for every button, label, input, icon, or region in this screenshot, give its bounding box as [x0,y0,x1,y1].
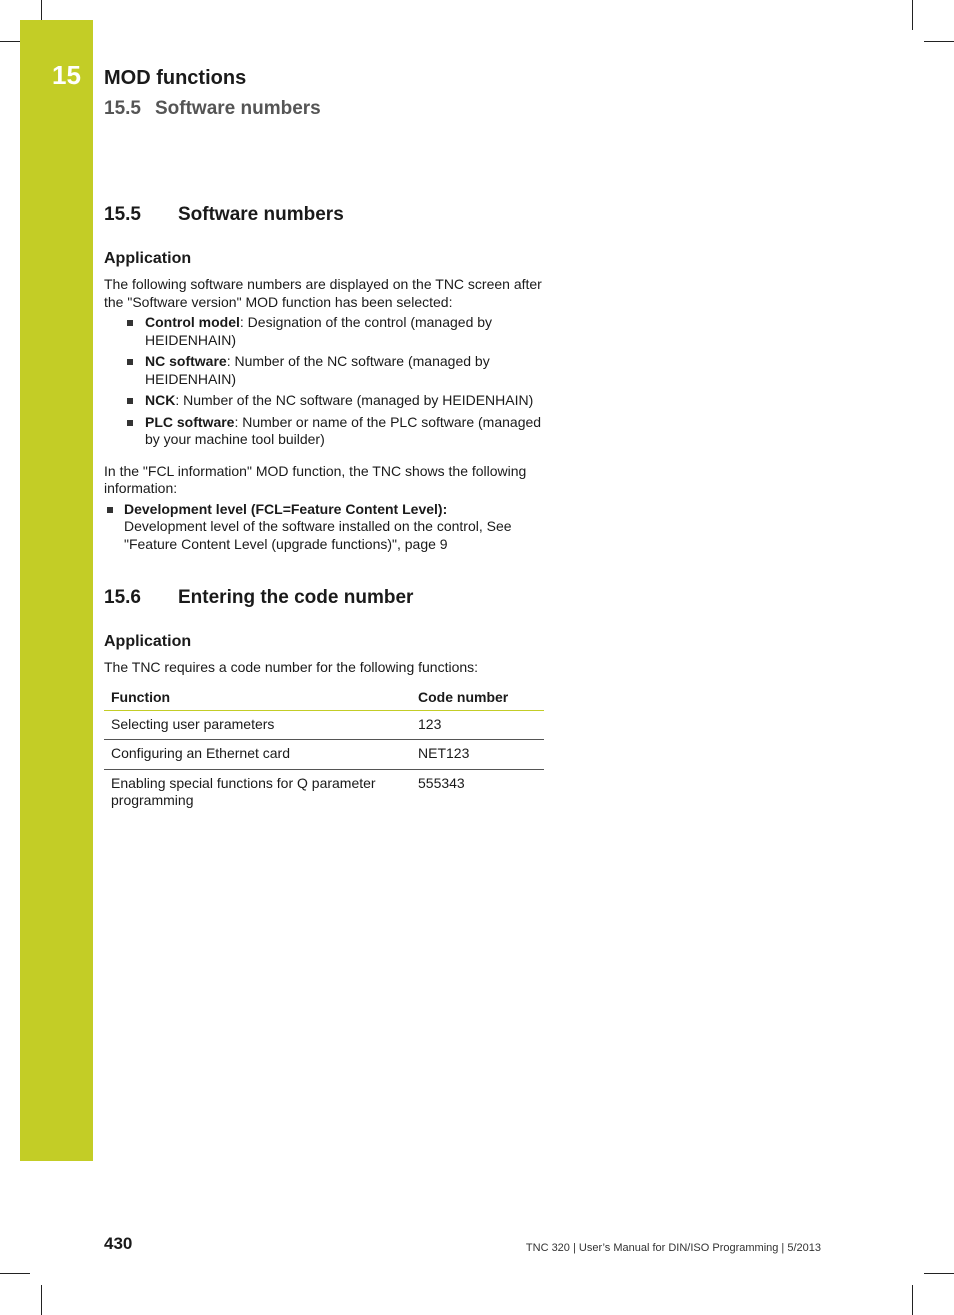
section-title: Entering the code number [178,587,414,608]
list-item [104,414,544,449]
subheading-application: Application [104,250,192,267]
list-item [104,501,544,554]
column-header-code-number: Code number [411,684,544,711]
running-header-title: MOD functions [104,67,247,89]
section-number: 15.6 [104,587,141,608]
table-cell-code: 123 [411,710,544,740]
list-item-term: Development level (FCL=Feature Content Level): [124,500,448,517]
table-row [104,710,544,740]
main-content [104,204,544,816]
list-item [104,353,544,388]
list-item-term: Control model [145,314,240,330]
column-header-function: Function [104,684,411,711]
list-item-desc: Development level of the software installed on the control, See "Feature Content Level (upgrade functions)", page 9 [124,518,512,552]
crop-mark [912,1285,913,1315]
table-cell-function: Selecting user parameters [104,710,411,740]
section-heading-15-5 [104,204,544,226]
bullet-square-icon [127,420,133,426]
subheading-application: Application [104,633,192,650]
list-item-term: NC software [145,353,227,369]
bullet-square-icon [107,507,113,513]
section-heading-15-6 [104,587,544,609]
fcl-intro-paragraph: In the "FCL information" MOD function, the TNC shows the following information: [104,462,527,496]
bullet-square-icon [127,398,133,404]
list-item-desc: : Number of the NC software (managed by HEIDENHAIN) [175,392,534,408]
list-item-term: NCK [145,392,176,408]
bullet-square-icon [127,359,133,365]
list-item-desc: : Number or name of the PLC software (managed by your machine tool builder) [145,413,542,447]
running-header-section-num: 15.5 [104,98,141,119]
section-number: 15.5 [104,204,141,225]
page-number: 430 [104,1234,133,1253]
running-header-section-title: Software numbers [154,98,321,119]
chapter-sidebar [20,20,93,1161]
section-title: Software numbers [178,204,344,225]
footer-text: TNC 320 | User’s Manual for DIN/ISO Programming | 5/2013 [525,1242,821,1254]
bullet-square-icon [127,320,133,326]
list-item-term: PLC software [145,413,235,430]
intro-paragraph: The following software numbers are displayed on the TNC screen after the "Software version" MOD function has been selected: [104,276,542,310]
list-item [104,392,544,410]
list-item-desc: : Number of the NC software (managed by HEIDENHAIN) [145,353,490,387]
table-row [104,769,544,816]
crop-mark [924,1273,954,1274]
table-cell-function: Configuring an Ethernet card [104,740,411,770]
table-cell-function: Enabling special functions for Q parameter programming [111,774,376,808]
list-item-desc: : Designation of the control (managed by HEIDENHAIN) [145,314,493,348]
running-header-section [104,98,321,120]
crop-mark [0,1273,30,1274]
fcl-list [104,501,544,554]
crop-mark [41,1285,42,1315]
table-row [104,740,544,770]
crop-mark [41,0,42,20]
table-cell-code: NET123 [411,740,544,770]
crop-mark [924,41,954,42]
list-item [104,314,544,349]
code-number-table [104,684,544,816]
software-numbers-list [104,314,544,449]
table-cell-code: 555343 [418,774,465,791]
crop-mark [912,0,913,30]
table-header-row [104,684,544,711]
chapter-number: 15 [52,60,81,90]
crop-mark [0,41,20,42]
code-intro-paragraph: The TNC requires a code number for the following functions: [104,659,479,675]
